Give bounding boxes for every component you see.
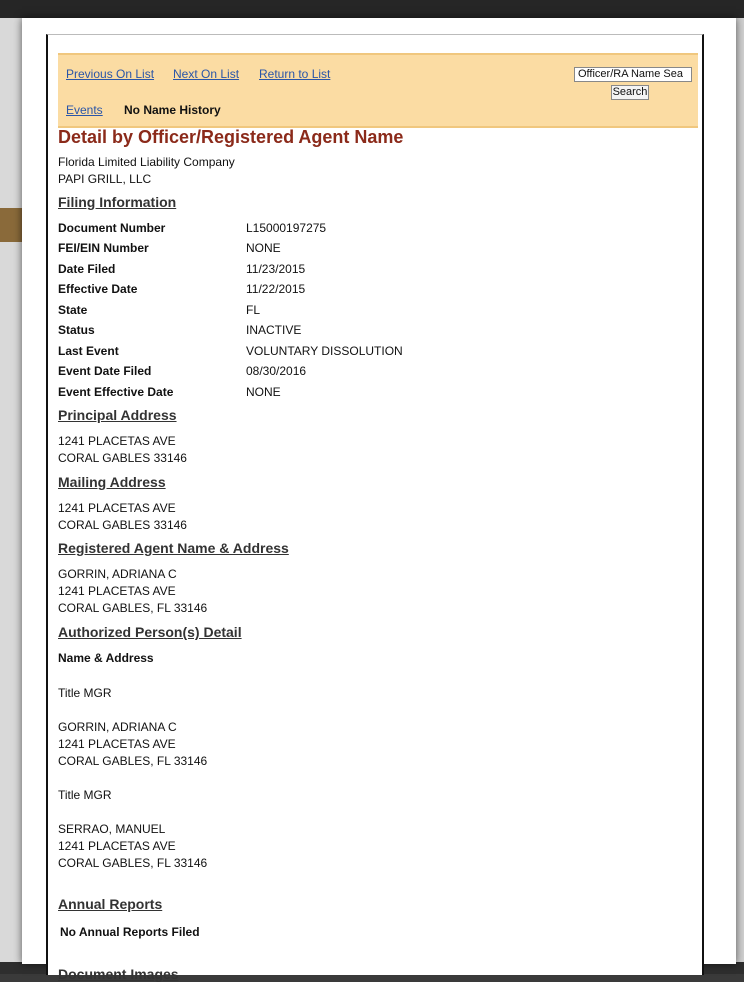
annual-reports-heading: Annual Reports <box>58 896 163 912</box>
return-to-list-link[interactable]: Return to List <box>259 67 331 81</box>
officer-name-search-input[interactable]: Officer/RA Name Sea <box>574 67 692 82</box>
filing-value: NONE <box>246 385 281 399</box>
principal-address-heading: Principal Address <box>58 407 177 423</box>
person-address-line: 1241 PLACETAS AVE <box>58 737 176 751</box>
document-images-heading: Document Images <box>58 966 179 982</box>
principal-address-line: 1241 PLACETAS AVE <box>58 434 176 448</box>
filing-value: VOLUNTARY DISSOLUTION <box>246 344 403 358</box>
detail-frame <box>46 34 704 982</box>
mailing-address-line: CORAL GABLES 33146 <box>58 518 187 532</box>
filing-value: 08/30/2016 <box>246 364 307 378</box>
person-title: Title MGR <box>58 686 112 700</box>
filing-label: Event Date Filed <box>58 364 152 378</box>
filing-label: State <box>58 303 88 317</box>
events-link[interactable]: Events <box>66 103 103 117</box>
filing-label: Status <box>58 323 95 337</box>
filing-label: FEI/EIN Number <box>58 241 149 255</box>
filing-value: 11/22/2015 <box>246 282 306 296</box>
filing-value: NONE <box>246 241 281 255</box>
filing-label: Event Effective Date <box>58 385 174 399</box>
entity-name: PAPI GRILL, LLC <box>58 172 152 186</box>
filing-label: Last Event <box>58 344 119 358</box>
authorized-persons-heading: Authorized Person(s) Detail <box>58 624 242 640</box>
search-button[interactable]: Search <box>612 86 648 98</box>
filing-value: FL <box>246 303 261 317</box>
registered-agent-heading: Registered Agent Name & Address <box>58 540 289 556</box>
mailing-address-line: 1241 PLACETAS AVE <box>58 501 176 515</box>
filing-value: 11/23/2015 <box>246 262 306 276</box>
person-name: SERRAO, MANUEL <box>58 822 166 836</box>
background-page-left <box>0 18 22 974</box>
entity-type: Florida Limited Liability Company <box>58 155 235 169</box>
filing-information-heading: Filing Information <box>58 194 177 210</box>
background-page-right <box>736 18 744 974</box>
registered-agent-name: GORRIN, ADRIANA C <box>58 567 177 581</box>
name-address-subheading: Name & Address <box>58 651 154 665</box>
filing-value: L15000197275 <box>246 221 327 235</box>
filing-label: Document Number <box>58 221 166 235</box>
mailing-address-heading: Mailing Address <box>58 474 166 490</box>
background-block <box>0 208 22 242</box>
navigation-bar <box>58 53 698 128</box>
document-page <box>22 18 736 982</box>
person-address-line: CORAL GABLES, FL 33146 <box>58 856 208 870</box>
person-name: GORRIN, ADRIANA C <box>58 720 177 734</box>
previous-on-list-link[interactable]: Previous On List <box>66 67 155 81</box>
registered-agent-address-line: CORAL GABLES, FL 33146 <box>58 601 208 615</box>
window-top-bar <box>0 0 744 18</box>
filing-value: INACTIVE <box>246 323 302 337</box>
person-title: Title MGR <box>58 788 112 802</box>
person-address-line: CORAL GABLES, FL 33146 <box>58 754 208 768</box>
filing-label: Date Filed <box>58 262 116 276</box>
principal-address-line: CORAL GABLES 33146 <box>58 451 187 465</box>
annual-reports-text: No Annual Reports Filed <box>60 925 200 939</box>
person-address-line: 1241 PLACETAS AVE <box>58 839 176 853</box>
name-history-label: No Name History <box>124 103 221 117</box>
page-title: Detail by Officer/Registered Agent Name <box>58 127 404 147</box>
next-on-list-link[interactable]: Next On List <box>173 67 240 81</box>
filing-label: Effective Date <box>58 282 138 296</box>
registered-agent-address-line: 1241 PLACETAS AVE <box>58 584 176 598</box>
